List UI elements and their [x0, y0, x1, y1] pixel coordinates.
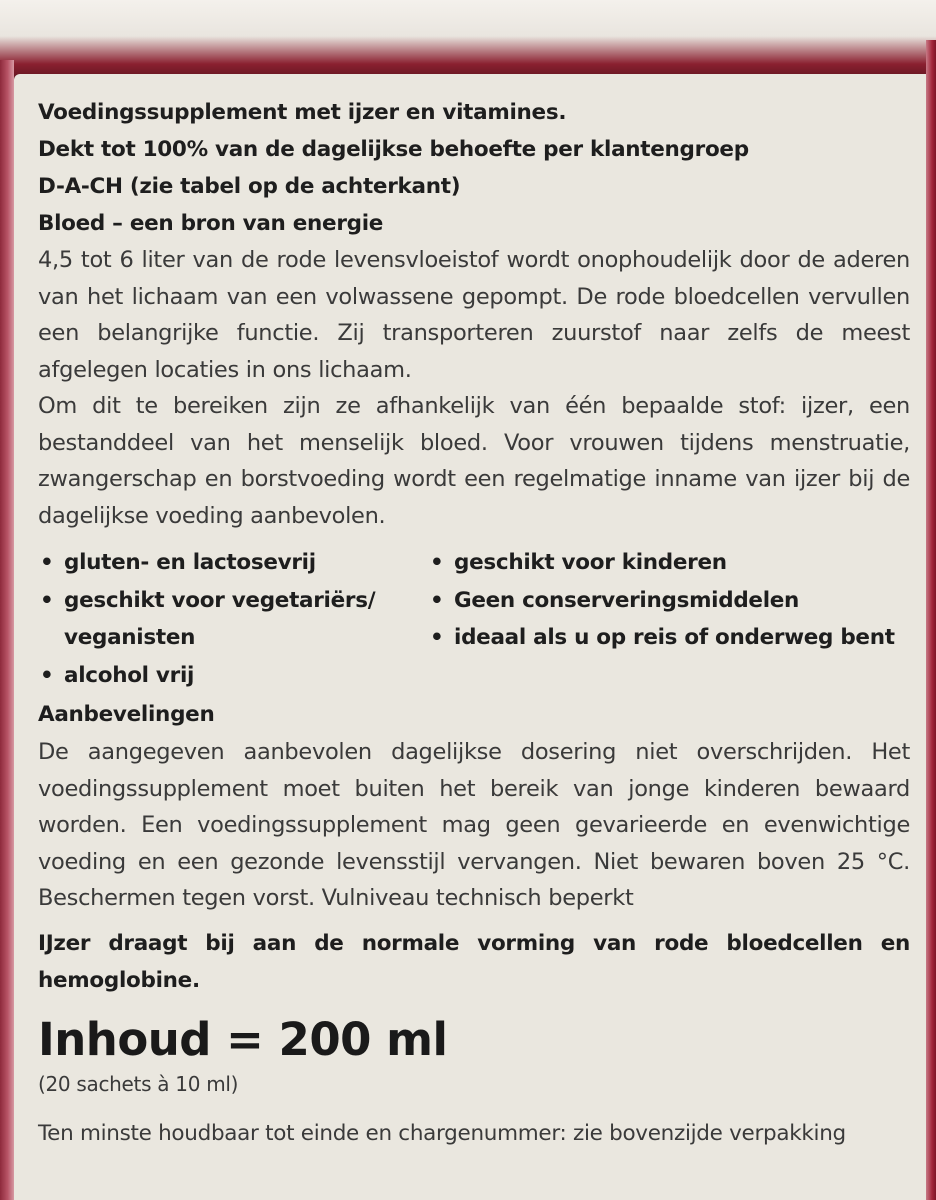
feature-item: • gluten- en lactosevrij — [38, 544, 428, 582]
contents-title: Inhoud = 200 ml — [38, 1012, 448, 1066]
feature-item: • geschikt voor vegetariërs/ veganisten — [38, 582, 428, 657]
box-left-edge — [0, 60, 14, 1200]
paragraph-blood: 4,5 tot 6 liter van de rode levensvloeistof wordt onophoudelijk door de aderen van het lichaam van een volwassene gepompt. De rode bloedcellen vervullen een belangrijke functie. Zij transporteren zuurstof naar zelfs de meest afgelegen locaties in ons lichaam. — [38, 247, 910, 383]
health-claim: IJzer draagt bij aan de normale vorming van rode bloedcellen en hemoglobine. — [38, 930, 910, 993]
recommendations-heading: Aanbevelingen — [38, 702, 215, 727]
feature-item: • geschikt voor kinderen — [428, 544, 908, 582]
best-before-note: Ten minste houdbaar tot einde en chargenummer: zie bovenzijde verpakking — [38, 1120, 846, 1146]
feature-list-left — [38, 544, 428, 694]
dach-reference-line: D-A-CH (zie tabel op de achterkant) — [38, 174, 461, 199]
recommendations-text: De aangegeven aanbevolen dagelijkse dosering niet overschrijden. Het voedingssupplement moet buiten het bereik van jonge kinderen bewaard worden. Een voedingssupplement mag geen gevarieerde en evenwichtige voeding en een gezonde levensstijl vervangen. Niet bewaren boven 25 °C. Beschermen tegen vorst. Vulniveau technisch beperkt — [38, 739, 910, 911]
contents-subtitle: (20 sachets à 10 ml) — [38, 1071, 239, 1096]
daily-coverage-line: Dekt tot 100% van de dagelijkse behoefte per klantengroep — [38, 137, 749, 162]
feature-item: • Geen conserveringsmiddelen — [428, 582, 908, 620]
section-heading-blood: Bloed – een bron van energie — [38, 211, 384, 236]
feature-item: • alcohol vrij — [38, 657, 428, 695]
box-top-flap — [0, 0, 936, 80]
label-text — [38, 94, 910, 1151]
feature-list-right — [428, 544, 908, 694]
product-description: Voedingssupplement met ijzer en vitamines. — [38, 100, 567, 125]
feature-list — [38, 544, 910, 694]
paragraph-iron: Om dit te bereiken zijn ze afhankelijk van één bepaalde stof: ijzer, een bestanddeel van het menselijk bloed. Voor vrouwen tijdens menstruatie, zwangerschap en borstvoeding wordt een regelmatige inname van ijzer bij de dagelijkse voeding aanbevolen. — [38, 393, 910, 529]
feature-item: • ideaal als u op reis of onderweg bent — [428, 619, 908, 657]
box-right-edge — [926, 40, 936, 1200]
